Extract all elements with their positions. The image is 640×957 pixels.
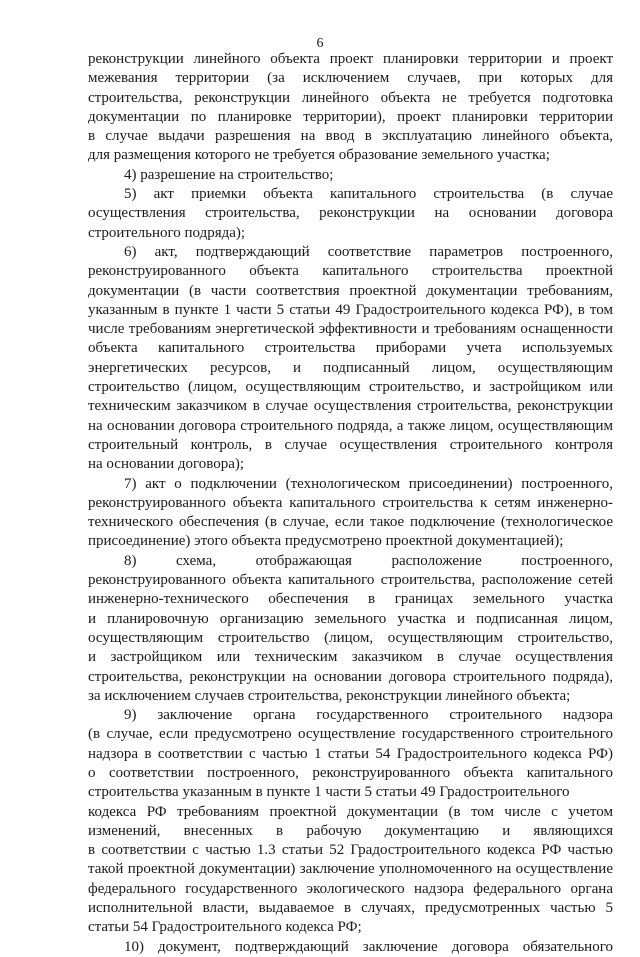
text-line: строительства, реконструкции на основании договора строительного подряда), — [88, 668, 613, 685]
text-line: за исключением случаев строительства, реконструкции линейного объекта; — [88, 687, 571, 704]
text-line: осуществления строительства, реконструкции на основании договора — [88, 205, 613, 222]
text-line: исполнительной власти, выдаваемое в случаях, предусмотренных частью 5 — [88, 900, 613, 917]
text-line: энергетических ресурсов, и подписанный лицом, осуществляющим — [88, 359, 613, 376]
text-line: строительства, реконструкции линейного объекта не требуется подготовка — [88, 89, 613, 106]
text-line: и планировочную организацию земельного участка и подписанная лицом, — [88, 610, 613, 627]
text-line: инженерно-технического обеспечения в границах земельного участка — [88, 591, 613, 608]
text-line: 9) заключение органа государственного строительного надзора — [124, 707, 613, 724]
text-line: строительный контроль, в случае осуществления строительного контроля — [88, 436, 613, 453]
text-line: реконструкции линейного объекта проект планировки территории и проект — [88, 51, 613, 67]
text-line: на основании договора строительного подряда, а также лицом, осуществляющим — [88, 417, 613, 434]
text-line: 5) акт приемки объекта капитального строительства (в случае — [124, 186, 613, 203]
text-line: присоединение) этого объекта предусмотрено проектной документацией); — [88, 533, 564, 550]
text-line: о соответствии построенного, реконструированного объекта капитального — [88, 764, 613, 781]
text-line: документации по планировке территории), проект планировки территории — [88, 108, 613, 125]
text-line: строительного подряда); — [88, 224, 246, 241]
text-line: 8) схема, отображающая расположение построенного, — [124, 552, 613, 569]
text-line: реконструированного объекта капитального строительства, расположение сетей — [88, 572, 613, 589]
text-line: в случае выдачи разрешения на ввод в эксплуатацию линейного объекта, — [88, 128, 613, 145]
text-line: строительства указанным в пункте 1 части 5 статьи 49 Градостроительного — [88, 784, 570, 801]
text-line: числе требованиям энергетической эффективности и требованиям оснащенности — [88, 321, 613, 338]
text-line: межевания территории (за исключением случаев, при которых для — [88, 70, 613, 87]
text-line: кодекса РФ требованиям проектной документации (в том числе с учетом — [88, 803, 613, 820]
text-line: такой проектной документации) заключение уполномоченного на осуществление — [88, 861, 613, 878]
text-line: статьи 54 Градостроительного кодекса РФ; — [88, 919, 362, 936]
text-line: осуществляющим строительство (лицом, осуществляющим строительство, — [88, 629, 613, 646]
text-line: строительство (лицом, осуществляющим строительство, и застройщиком или — [88, 379, 613, 396]
text-line: (в случае, если предусмотрено осуществление государственного строительного — [88, 726, 613, 743]
document-body — [88, 50, 613, 957]
text-line: 4) разрешение на строительство; — [124, 166, 334, 183]
text-line: реконструированного объекта капитального строительства проектной — [88, 263, 613, 280]
text-line: технического обеспечения (в случае, если такое подключение (технологическое — [88, 514, 613, 531]
text-line: объекта капитального строительства приборами учета используемых — [88, 340, 613, 357]
text-line: в соответствии с частью 1.3 статьи 52 Градостроительного кодекса РФ частью — [88, 842, 613, 859]
text-line: для размещения которого не требуется образование земельного участка; — [88, 147, 550, 164]
text-line: на основании договора); — [88, 456, 245, 473]
text-line: и застройщиком или техническим заказчиком в случае осуществления — [88, 649, 613, 666]
text-line: 10) документ, подтверждающий заключение договора обязательного — [124, 938, 613, 955]
text-line: указанным в пункте 1 части 5 статьи 49 Градостроительного кодекса РФ), в том — [88, 301, 613, 318]
page-number: 6 — [316, 36, 324, 51]
text-line: изменений, внесенных в рабочую документацию и являющихся — [88, 822, 613, 839]
text-line: документации (в части соответствия проектной документации требованиям, — [88, 282, 613, 299]
text-line: федерального государственного экологического надзора федерального органа — [88, 880, 613, 897]
text-line: надзора в соответствии с частью 1 статьи 54 Градостроительного кодекса РФ) — [88, 745, 613, 762]
text-line: реконструированного объекта капитального строительства к сетям инженерно- — [88, 494, 613, 511]
text-line: техническим заказчиком в случае осуществления строительства, реконструкции — [88, 398, 613, 415]
text-line: 7) акт о подключении (технологическом присоединении) построенного, — [124, 475, 613, 492]
text-line: 6) акт, подтверждающий соответствие параметров построенного, — [124, 243, 613, 260]
